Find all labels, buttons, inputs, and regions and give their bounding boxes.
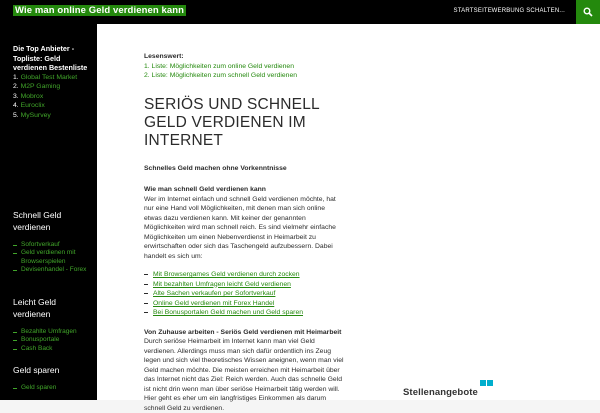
list-item[interactable] <box>13 73 93 83</box>
list-item[interactable] <box>13 101 93 111</box>
search-button[interactable] <box>576 0 600 24</box>
top-bar <box>0 0 600 24</box>
search-icon <box>583 7 593 17</box>
widget-title: Schnell Geld verdienen <box>13 210 62 232</box>
sidebar-link[interactable]: Bonusportale <box>13 336 95 344</box>
article-subtitle: Schnelles Geld machen ohne Vorkenntnisse <box>144 164 287 172</box>
toc-link[interactable]: 2. Liste: Möglichkeiten zum schnell Geld verdienen <box>144 72 298 79</box>
schnell-geld-widget <box>13 209 95 275</box>
article-link[interactable]: Mit Browsergames Geld verdienen durch zocken <box>144 270 344 280</box>
top-anbieter-widget <box>13 44 93 120</box>
article-link[interactable]: Online Geld verdienen mit Forex Handel <box>144 299 344 309</box>
link-list <box>144 270 344 318</box>
list-item[interactable] <box>13 92 93 102</box>
toc-link[interactable]: 1. Liste: Möglichkeiten zum online Geld verdienen <box>144 62 294 70</box>
section-heading: Von Zuhause arbeiten - Seriös Geld verdienen mit Heimarbeit <box>144 328 342 336</box>
ad-text[interactable]: Stellenangebote <box>403 387 478 398</box>
article-link[interactable]: Mit bezahlten Umfragen leicht Geld verdienen <box>144 280 344 290</box>
sidebar-link[interactable]: Sofortverkauf <box>13 241 95 249</box>
paragraph: Wer im Internet einfach und schnell Geld verdienen möchte, hat nur eine Hand voll Möglichkeiten, mit denen man sich online etwas dazu verdienen kann. Mit keiner der genannten Möglichkeiten wird man schnell reich. Es sind vielmehr einfache Möglichkeiten um einen Nebenverdienst in Heimarbeit zu erwirtschaften oder sich das Taschengeld aufzubessern. Dabei handelt es sich um: <box>144 195 336 260</box>
list-number: 5. <box>13 111 19 119</box>
sidebar-link[interactable]: Geld sparen <box>13 384 95 392</box>
anbieter-link[interactable]: Mobrox <box>20 92 44 100</box>
list-number: 4. <box>13 102 19 109</box>
list-number: 1. <box>13 73 19 81</box>
article <box>144 52 344 413</box>
list-item[interactable] <box>13 82 93 92</box>
ad-banner[interactable] <box>401 380 493 400</box>
anbieter-link[interactable]: M2P Gaming <box>20 83 61 90</box>
widget-title: Leicht Geld verdienen <box>13 297 56 319</box>
toc <box>144 62 344 81</box>
nav-item-werbung-schalten[interactable]: WERBUNG SCHALTEN... <box>491 8 565 14</box>
paragraph: Durch seriöse Heimarbeit im Internet kann man viel Geld verdienen. Allerdings muss man sich dafür ordentlich ins Zeug legen und sich viel theoretisches Wissen aneignen, wenn man viel Geld machen möchte. Die meisten erreichen mit Heimarbeit über das Internet nicht das Ziel: Reich werden. Auch das schnelle Geld ist nicht drin wenn man über seriöse Heimarbeit tätig werden will. Hier geht es eher um ein langfristiges Einkommen als darum schnell Geld zu verdienen. <box>144 338 344 412</box>
article-link[interactable]: Bei Bonusportalen Geld machen und Geld sparen <box>144 308 344 318</box>
anbieter-link[interactable]: Global Test Market <box>20 73 78 81</box>
site-title[interactable]: Wie man online Geld verdienen kann <box>15 5 185 16</box>
sidebar-link[interactable]: Geld verdienen mit Browserspielen <box>13 249 95 266</box>
anbieter-list <box>13 73 93 121</box>
sidebar <box>0 24 97 400</box>
sidebar-link[interactable]: Cash Back <box>13 345 95 353</box>
list-number: 3. <box>13 92 19 100</box>
page-title: SERIÖS UND SCHNELL GELD VERDIENEN IM INTERNET <box>144 95 320 149</box>
widget-title: Geld sparen <box>13 365 60 375</box>
list-number: 2. <box>13 83 19 90</box>
main-content <box>97 24 600 412</box>
ad-choices-icon[interactable] <box>480 380 493 386</box>
article-link[interactable]: Alte Sachen verkaufen per Sofortverkauf <box>144 289 344 299</box>
anbieter-link[interactable]: MySurvey <box>20 111 51 119</box>
list-item[interactable] <box>13 111 93 121</box>
widget-title: Die Top Anbieter - Topliste: Geld verdienen Bestenliste <box>13 44 88 72</box>
nav-item-startseite[interactable]: STARTSEITE <box>453 8 492 14</box>
leicht-geld-widget <box>13 296 95 353</box>
toc-title: Lesenswert: <box>144 53 184 60</box>
geld-sparen-widget <box>13 364 95 392</box>
section-heading: Wie man schnell Geld verdienen kann <box>144 186 266 193</box>
anbieter-link[interactable]: Euroclix <box>20 102 45 109</box>
sidebar-link[interactable]: Bezahlte Umfragen <box>13 328 95 336</box>
sidebar-link[interactable]: Devisenhandel - Forex <box>13 266 95 274</box>
